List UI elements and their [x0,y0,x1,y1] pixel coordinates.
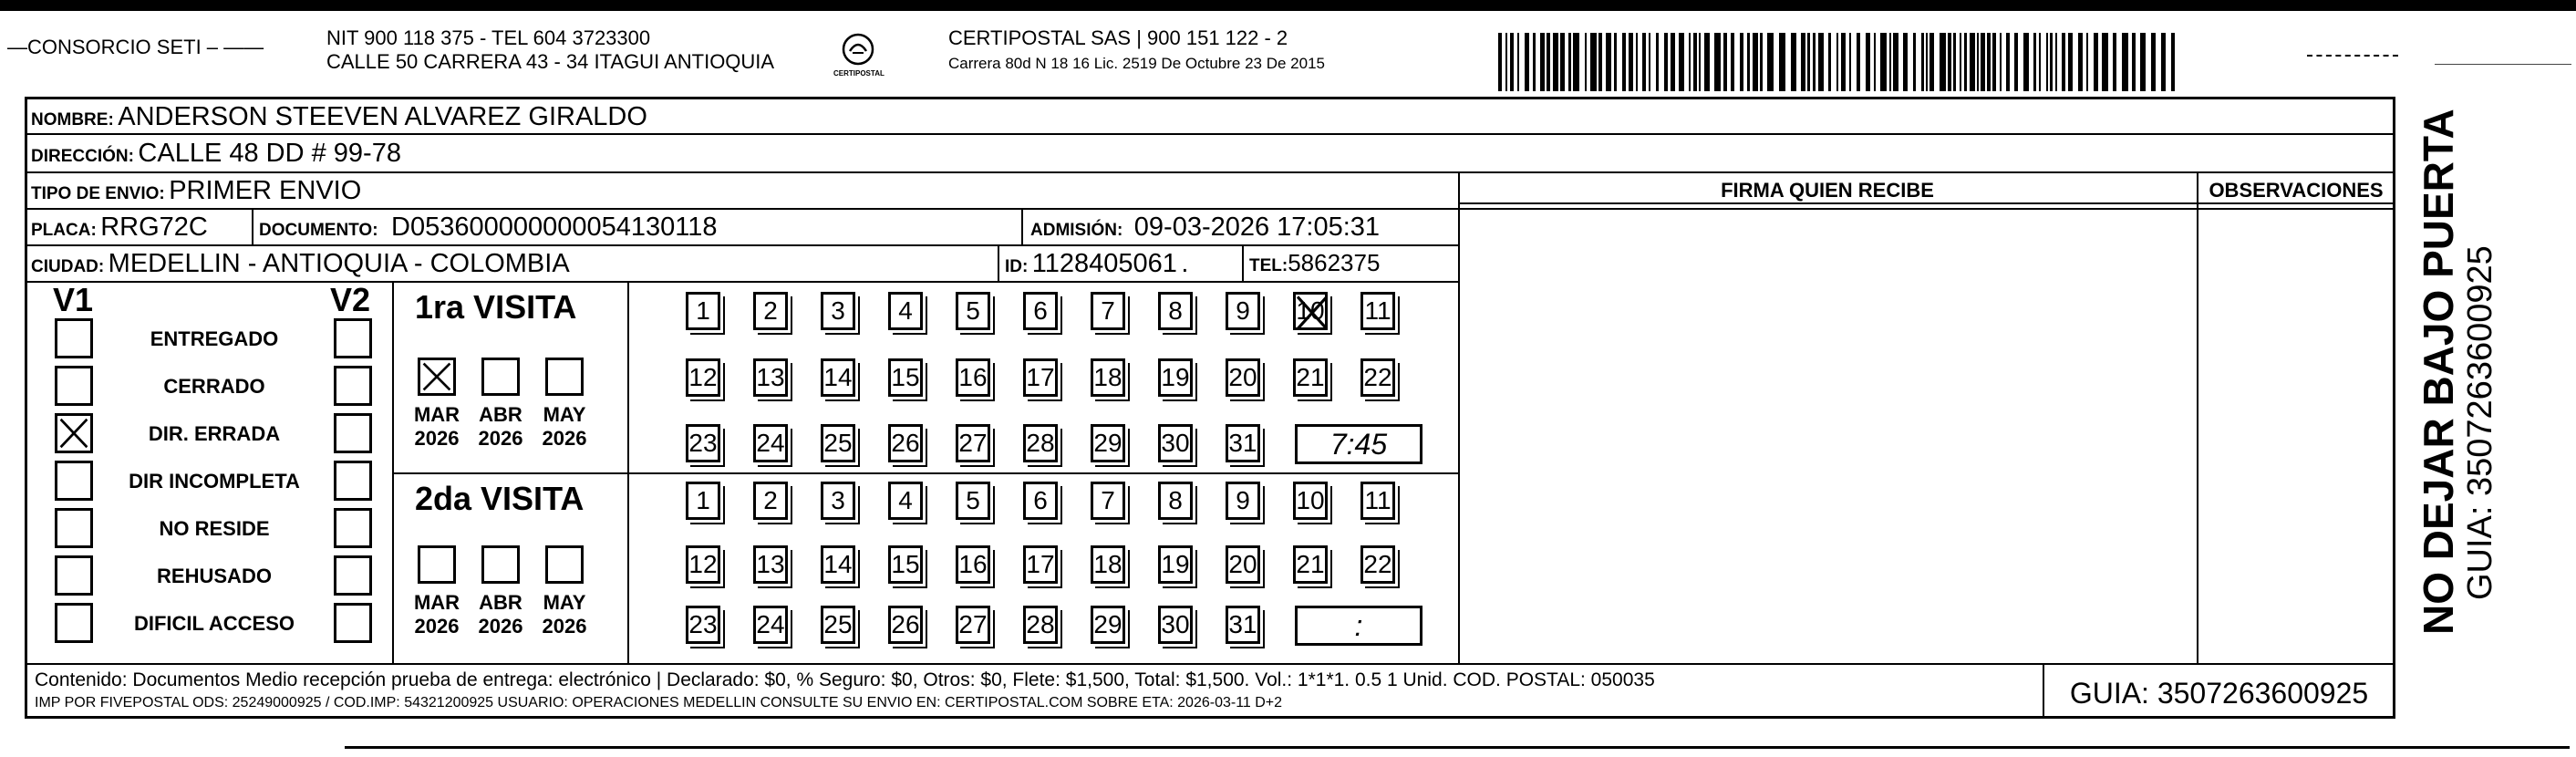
shipment-type: PRIMER ENVIO [169,176,362,205]
visit-2-day-23[interactable] [686,606,720,644]
day-cross-mark [1294,293,1330,333]
visit-1-month-abr-label [469,403,533,451]
day-number: 11 [1364,296,1391,325]
visit-1-day-18[interactable] [1091,358,1125,397]
month-name: MAY [543,403,586,426]
month-name: MAR [413,403,460,426]
visit-time-value: : [1354,608,1363,642]
status-label-dir-incompleta: DIR INCOMPLETA [129,470,300,493]
visit-2-day-14[interactable] [821,545,855,584]
day-number: 1 [696,486,710,514]
visit-2-time-field[interactable] [1295,606,1422,646]
plate-label: PLACA: [31,221,97,240]
day-number: 30 [1161,429,1190,457]
visit-1-day-20[interactable] [1226,358,1260,397]
day-number: 23 [688,429,718,457]
visit-1-month-may-label [533,403,596,451]
day-number: 31 [1228,429,1257,457]
day-number: 16 [958,363,988,391]
visit-1-day-26[interactable] [888,424,923,462]
carrier-license: Carrera 80d N 18 16 Lic. 2519 De Octubre 23 De 2015 [948,55,1325,72]
visit-2-day-2[interactable] [753,482,788,520]
visit-2-day-21[interactable] [1293,545,1328,584]
visit-2-month-mar-label [405,591,469,638]
month-name: MAR [413,591,460,614]
admission-value: 09-03-2026 17:05:31 [1133,213,1381,242]
visit-1-day-5[interactable] [956,292,990,330]
footer-guia: GUIA: 3507263600925 [2069,677,2369,710]
visit-1-month-mar-checkbox[interactable] [418,358,456,396]
day-number: 23 [688,610,718,638]
day-number: 22 [1363,363,1392,391]
visit-2-day-12[interactable] [686,545,720,584]
visit-1-day-6[interactable] [1023,292,1058,330]
day-number: 18 [1093,363,1122,391]
day-number: 18 [1093,550,1122,578]
visit-2-month-may-checkbox[interactable] [545,545,584,584]
visit-2-month-abr-checkbox[interactable] [481,545,520,584]
visit-2-day-29[interactable] [1091,606,1125,644]
status-label-rehusado: REHUSADO [157,565,272,587]
visit-1-day-16[interactable] [956,358,990,397]
shipment-type-label: TIPO DE ENVIO: [31,184,165,203]
day-number: 21 [1296,363,1325,391]
visit-1-day-14[interactable] [821,358,855,397]
day-number: 24 [756,429,785,457]
city-field [31,249,570,279]
sender-nit-tel: NIT 900 118 375 - TEL 604 3723300 [326,26,651,49]
visit-2-day-4[interactable] [888,482,923,520]
footer-contents: Contenido: Documentos Medio recepción prueba de entrega: electrónico | Declarado: $0, % Seguro: $0, Otros: $0, Flete: $1,500, Total: $1,500. Vol.: 1*1*1. 0.5 1 Unid. COD. POSTAL: 050035 [35,669,1655,690]
sender-name: —CONSORCIO SETI – —— [7,36,264,58]
recipient-name: ANDERSON STEEVEN ALVAREZ GIRALDO [118,102,647,131]
visit-2-day-22[interactable] [1360,545,1395,584]
id-field: ID: 1128405061 . [1005,249,1189,278]
observations-area[interactable] [2198,204,2394,661]
footer-print-info: IMP POR FIVEPOSTAL ODS: 25249000925 / COD.IMP: 54321200925 USUARIO: OPERACIONES MEDELLIN CONSULTE SU ENVIO EN: CERTIPOSTAL.COM SOBRE ETA: 2026-03-11 D+2 [35,695,1283,710]
header-rule [2435,64,2571,65]
signature-header: FIRMA QUIEN RECIBE [1721,179,1934,202]
day-number: 6 [1033,296,1048,325]
visit-2-day-30[interactable] [1158,606,1193,644]
visit-2-day-25[interactable] [821,606,855,644]
v1-checkbox-no-reside[interactable] [55,508,93,548]
visit-1-day-25[interactable] [821,424,855,462]
city-label: CIUDAD: [31,257,105,276]
day-number: 24 [756,610,785,638]
day-number: 1 [696,296,710,325]
day-number: 10 [1296,296,1325,325]
visit-2-day-3[interactable] [821,482,855,520]
city-value: MEDELLIN - ANTIOQUIA - COLOMBIA [108,249,570,278]
visit-2-day-18[interactable] [1091,545,1125,584]
day-number: 7 [1101,296,1115,325]
logo-caption: CERTIPOSTAL [833,69,885,78]
visit-1-day-9[interactable] [1226,292,1260,330]
carrier-name: CERTIPOSTAL SAS | 900 151 122 - 2 [948,26,1288,49]
v2-checkbox-rehusado[interactable] [334,555,372,596]
visit-1-month-abr-checkbox[interactable] [481,358,520,396]
tel-value: 5862375 [1288,249,1381,276]
v1-checkbox-entregado[interactable] [55,318,93,358]
visit-time-value: 7:45 [1329,427,1388,461]
visit-1-time-field[interactable] [1295,424,1422,464]
day-number: 20 [1228,363,1257,391]
v1-checkbox-dir-errada[interactable] [55,413,93,453]
visit-1-day-22[interactable] [1360,358,1395,397]
bottom-rule [345,746,2570,749]
visit-1-month-mar-label [405,403,469,451]
day-number: 28 [1026,429,1055,457]
month-year: 2026 [542,615,587,638]
day-number: 6 [1033,486,1048,514]
day-number: 26 [891,610,920,638]
day-number: 27 [958,610,988,638]
day-number: 16 [958,550,988,578]
visit-2-day-31[interactable] [1226,606,1260,644]
visit-1-day-12[interactable] [686,358,720,397]
month-year: 2026 [478,615,523,638]
day-number: 15 [891,363,920,391]
day-number: 29 [1093,429,1122,457]
v2-checkbox-dificil-acceso[interactable] [334,603,372,643]
day-number: 20 [1228,550,1257,578]
day-number: 11 [1364,486,1391,514]
id-label: ID: [1005,257,1029,276]
tel-field [1249,249,1380,277]
day-number: 13 [756,363,785,391]
day-number: 15 [891,550,920,578]
document-value: D053600000000054130118 [391,213,718,242]
visit-2-day-16[interactable] [956,545,990,584]
day-number: 22 [1363,550,1392,578]
month-year: 2026 [414,427,460,450]
visit-2-day-28[interactable] [1023,606,1058,644]
day-number: 29 [1093,610,1122,638]
visit-1-day-27[interactable] [956,424,990,462]
certipostal-logo [828,31,888,82]
visit-1-day-13[interactable] [753,358,788,397]
visit-1-title: 1ra VISITA [415,288,577,326]
visit-2-day-24[interactable] [753,606,788,644]
visit-2-day-26[interactable] [888,606,923,644]
status-label-no-reside: NO RESIDE [159,517,270,540]
address-label: DIRECCIÓN: [31,147,134,166]
visit-2-day-17[interactable] [1023,545,1058,584]
v1-label: V1 [53,281,94,318]
document-field [259,213,718,243]
day-number: 30 [1161,610,1190,638]
visit-1-day-4[interactable] [888,292,923,330]
visit-2-month-mar-checkbox[interactable] [418,545,456,584]
id-value: 1128405061 [1031,249,1177,278]
day-number: 12 [688,550,718,578]
visit-1-day-19[interactable] [1158,358,1193,397]
visit-1-day-7[interactable] [1091,292,1125,330]
day-number: 14 [823,550,853,578]
day-number: 4 [898,296,913,325]
visit-2-month-abr-label [469,591,533,638]
visit-1-day-29[interactable] [1091,424,1125,462]
status-label-dir-errada: DIR. ERRADA [148,422,281,445]
visit-1-day-11[interactable] [1360,292,1395,330]
day-number: 17 [1026,550,1055,578]
name-label: NOMBRE: [31,110,114,130]
month-year: 2026 [542,427,587,450]
signature-area[interactable] [1460,204,2195,661]
day-number: 26 [891,429,920,457]
status-label-cerrado: CERRADO [163,375,265,398]
shipment-type-row [31,176,361,206]
visit-2-day-10[interactable] [1293,482,1328,520]
day-number: 14 [823,363,853,391]
v1-checkbox-dificil-acceso[interactable] [55,603,93,643]
visit-2-day-27[interactable] [956,606,990,644]
name-row [31,102,647,132]
visit-2-day-6[interactable] [1023,482,1058,520]
day-number: 13 [756,550,785,578]
visit-2-day-19[interactable] [1158,545,1193,584]
day-number: 31 [1228,610,1257,638]
plate-field [31,213,208,243]
month-year: 2026 [414,615,460,638]
visit-2-day-7[interactable] [1091,482,1125,520]
visit-1-day-3[interactable] [821,292,855,330]
visit-1-day-28[interactable] [1023,424,1058,462]
visit-1-month-may-checkbox[interactable] [545,358,584,396]
day-number: 25 [823,429,853,457]
day-number: 2 [763,296,778,325]
visit-1-day-23[interactable] [686,424,720,462]
recipient-address: CALLE 48 DD # 99-78 [138,139,401,168]
day-number: 8 [1168,486,1183,514]
month-name: ABR [479,591,522,614]
v2-checkbox-dir-incompleta[interactable] [334,461,372,501]
visit-1-day-15[interactable] [888,358,923,397]
day-number: 28 [1026,610,1055,638]
top-border [0,0,2576,11]
side-panel [2395,97,2576,719]
day-number: 10 [1296,486,1325,514]
visit-1-day-17[interactable] [1023,358,1058,397]
address-row [31,139,401,169]
visit-1-day-8[interactable] [1158,292,1193,330]
visit-1-day-21[interactable] [1293,358,1328,397]
visit-1-day-24[interactable] [753,424,788,462]
visit-2-day-1[interactable] [686,482,720,520]
visit-2-day-8[interactable] [1158,482,1193,520]
admission-field [1030,213,1380,243]
v1-checkbox-cerrado[interactable] [55,366,93,406]
month-name: MAY [543,591,586,614]
v2-checkbox-no-reside[interactable] [334,508,372,548]
sender-address: CALLE 50 CARRERA 43 - 34 ITAGUI ANTIOQUIA [326,50,775,73]
side-guia: GUIA: 3507263600925 [2461,245,2499,600]
day-number: 19 [1161,363,1190,391]
status-label-dificil-acceso: DIFICIL ACCESO [133,612,295,635]
month-year: 2026 [478,427,523,450]
side-warning: NO DEJAR BAJO PUERTA [2415,109,2462,635]
day-number: 3 [831,296,845,325]
visit-2-day-11[interactable] [1360,482,1395,520]
day-number: 8 [1168,296,1183,325]
document-label: DOCUMENTO: [259,221,378,240]
day-number: 9 [1236,486,1250,514]
month-name: ABR [479,403,522,426]
day-number: 12 [688,363,718,391]
visit-2-day-13[interactable] [753,545,788,584]
visit-2-day-15[interactable] [888,545,923,584]
day-number: 2 [763,486,778,514]
v2-label: V2 [330,281,371,318]
v1-checkbox-rehusado[interactable] [55,555,93,596]
tel-label: TEL: [1249,256,1288,275]
day-number: 21 [1296,550,1325,578]
visit-1-day-1[interactable] [686,292,720,330]
day-number: 19 [1161,550,1190,578]
day-number: 5 [966,486,980,514]
visit-1-day-2[interactable] [753,292,788,330]
barcode [1498,33,2180,91]
visit-1-day-30[interactable] [1158,424,1193,462]
day-number: 7 [1101,486,1115,514]
day-number: 17 [1026,363,1055,391]
observations-header: OBSERVACIONES [2209,179,2384,202]
visit-2-day-5[interactable] [956,482,990,520]
header-dash [2307,55,2398,58]
status-label-entregado: ENTREGADO [150,327,279,350]
plate-value: RRG72C [100,213,208,242]
day-number: 9 [1236,296,1250,325]
visit-1-day-10[interactable] [1293,292,1328,330]
v1-checkbox-dir-incompleta[interactable] [55,461,93,501]
v2-checkbox-cerrado[interactable] [334,366,372,406]
visit-2-day-9[interactable] [1226,482,1260,520]
day-number: 25 [823,610,853,638]
day-number: 27 [958,429,988,457]
day-number: 3 [831,486,845,514]
visit-1-day-31[interactable] [1226,424,1260,462]
day-number: 4 [898,486,913,514]
visit-2-title: 2da VISITA [415,480,585,517]
day-number: 5 [966,296,980,325]
admission-label: ADMISIÓN: [1030,221,1123,240]
v2-checkbox-entregado[interactable] [334,318,372,358]
visit-2-month-may-label [533,591,596,638]
visit-2-day-20[interactable] [1226,545,1260,584]
v2-checkbox-dir-errada[interactable] [334,413,372,453]
